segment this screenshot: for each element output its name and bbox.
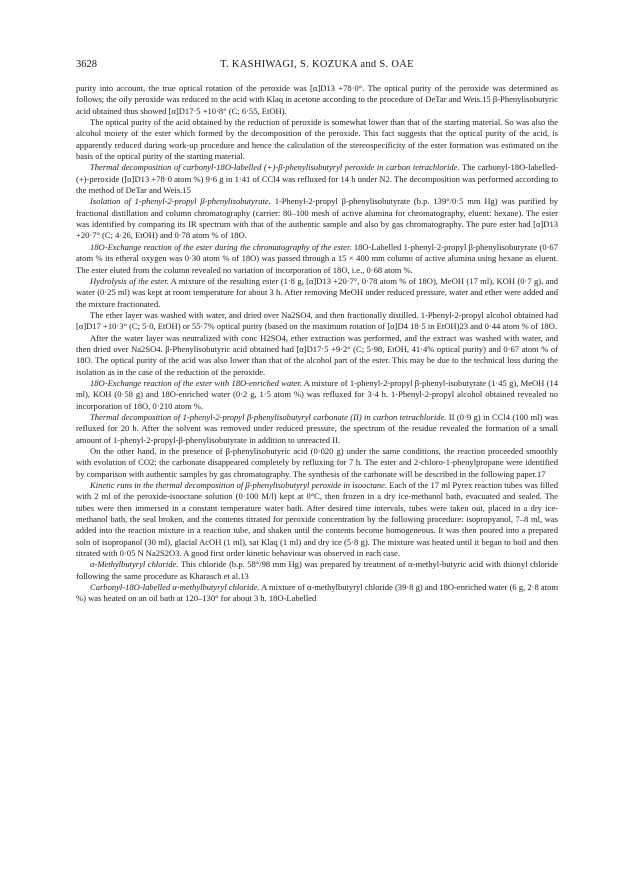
paragraph-text: The ether layer was washed with water, and dried over Na2SO4, and then fractionally distilled. 1-Phenyl-2-propyl alcohol obtained had [α]D17 +10·3° (C; 5·0, EtOH) or 55·7% optical purity (based on the maximum rotation of [α]D4 18·5 in EtOH)23 and 0·44 atom % of 18O.	[76, 309, 558, 332]
page-number: 3628	[76, 59, 97, 70]
running-title: T. KASHIWAGI, S. KOZUKA and S. OAE	[220, 59, 414, 70]
paragraph	[76, 310, 558, 333]
paragraph	[76, 242, 558, 276]
running-header	[76, 59, 558, 73]
paragraph	[76, 480, 558, 559]
paragraph	[76, 412, 558, 446]
paragraph-text: A mixture of 1-phenyl-2-propyl β-phenyl-isobutyrate (1·45 g), MeOH (14 ml), KOH (0·58 g) and 18O-enriched water (0·2 g, 1·5 atom %) was refluxed for 3·4 h. 1-Phenyl-2-propyl alcohol obtained revealed no incorporation of 18O, 0·210 atom %.	[76, 377, 559, 411]
paragraph-text: Each of the 17 ml Pyrex reaction tubes was filled with 2 ml of the peroxide-isooctane solution (0·100 M/l) kept at 0°C, then frozen in a dry ice-methanol bath, evacuated and sealed. The tubes were then immersed in a constant temperature water bath. After desired time intervals, tubes were taken out, placed in a dry ice-methanol bath, the seal broken, and the contents titrated for peroxide concentration by the following procedure: isopropyanol, 7–8 ml, was added into the reaction mixture in a reaction tube, and shaken until the contents become homogeneous. It was then poured into a prepared soln of isopropanol (30 ml), glacial AcOH (1 ml), sat Klaq (1 ml) and dry ice (5·8 g). The mixture was heated until it began to boil and then titrated with 0·05 N Na2S2O3. A good first order kinetic behaviour was observed in each case.	[76, 480, 559, 559]
paragraph-text: On the other hand, in the presence of β-phenylisobutyric acid (0·020 g) under the same conditions, the reaction proceeded smoothly with evolution of CO2; the carbonate disappeared completely by refluxing for 7 h. The ester and 2-chloro-1-phenylpropane were identified by comparison with authentic samples by gas chromatography. The synthesis of the carbonate will be described in the following paper.17	[76, 446, 558, 479]
paragraph-text: A mixture of α-methylbutyryl chloride (39·8 g) and 18O-enriched water (6 g, 2·8 atom %) was heated on an oil bath at 120–130° for about 3 h. 18O-Labelled	[76, 582, 559, 604]
paragraph-text: After the water layer was neutralized with conc H2SO4, ether extraction was performed, and the extract was washed with water, and then dried over Na2SO4. β-Phenylisobutyric acid obtained had [α]D17·5 +9·2° (C; 5·98, EtOH, 41·4% optical purity) and 0·67 atom % of 18O. The optical purity of the acid was also lower than that of the alcohol part of the ester. This may be due to the technical loss during the isolation as in the case of the reduction of the peroxide.	[76, 332, 558, 377]
paragraph-lead: Carbonyl-18O-labelled α-methylbutyryl chloride.	[90, 582, 260, 593]
paragraph-lead: 18O-Exchange reaction of the ester with 18O-enriched water.	[90, 377, 302, 388]
paragraph-text: II (0·9 g) in CCl4 (100 ml) was refluxed for 20 h. After the solvent was removed under reduced pressure, the spectrum of the residue revealed the formation of a small amount of 1-phenyl-2-propyl-β-phenylisobutyrate in addition to unreacted II.	[76, 411, 558, 445]
paragraph	[76, 196, 558, 241]
paragraph	[76, 559, 558, 582]
paragraph-text: This chloride (b.p. 58°/98 mm Hg) was prepared by treatment of α-methyl-butyric acid with thionyl chloride following the same procedure as Kharasch et al.13	[76, 559, 559, 581]
paragraph	[76, 83, 558, 117]
paragraph-text: The optical purity of the acid obtained by the reduction of peroxide is somewhat lower than that of the starting material. So was also the alcohol moiety of the ester which formed by the decomposition of the peroxide. This fact suggests that the optical purity of the acid, is apparently reduced during work-up procedure and hence the calculation of the stereospecificity of the ester formation was estimated on the basis of the optical purity of the starting material.	[76, 117, 558, 162]
paragraph	[76, 276, 558, 310]
paragraph	[76, 333, 558, 378]
paragraph	[76, 117, 558, 162]
article-body	[76, 83, 558, 605]
paragraph-text: 1-Phenyl-2-propyl β-phenylisobutyrate (b.p. 139°/0·5 mm Hg) was purified by fractional distillation and column chromatography (carrier: 80–100 mesh of active alumina for chromatography, eluent: hexane). The ester was identified by comparing its IR spectrum with that of the authentic sample and also by gas chromatography. The pure ester had [α]D13 +20·7° (C; 4·26, EtOH) and 0·78 atom % of 18O.	[76, 196, 559, 241]
paragraph	[76, 378, 558, 412]
paragraph-lead: Kinetic runs in the thermal decomposition of β-phenylisobutyryl peroxide in isooctane.	[90, 480, 388, 491]
paragraph-text: A mixture of the resulting ester (1·8 g, [α]D13 +20·7°, 0·78 atom % of 18O), MeOH (17 ml), KOH (0·7 g), and water (0·25 ml) was kept at room temperature for about 3 h. After removing MeOH under reduced pressure, water and ether were added and the mixture fractionated.	[76, 275, 558, 309]
paragraph-lead: 18O-Exchange reaction of the ester during the chromatography of the ester.	[90, 241, 352, 252]
paragraph-text: The carbonyl-18O-labelled-(+)-peroxide ([α]D13 +78·0 atom %) 9·6 g in 1·41 of CCl4 was refluxed for 14 h under N2. The decomposition was performed according to the method of DeTar and Weis.15	[76, 162, 558, 196]
paragraph-lead: Thermal decomposition of 1-phenyl-2-propyl β-phenylisobutyryl carbonate (II) in carbon tetrachloride.	[90, 411, 447, 422]
paragraph-lead: Thermal decomposition of carbonyl-18O-labelled (+)-β-phenylisobutyryl peroxide in carbon tetrachloride.	[90, 162, 460, 173]
paragraph-text: 18O-Labelled 1-phenyl-2-propyl β-phenylisobutyrate (0·67 atom % its etheral oxygen was 0·30 atom % of 18O) was passed through a 15 × 400 mm column of active alumina using hexane as eluent. The ester eluted from the column revealed no variation of incorporation of 18O, i.e., 0·68 atom %.	[76, 241, 558, 275]
paragraph-lead: Hydrolysis of the ester.	[90, 275, 169, 286]
paragraph	[76, 162, 558, 196]
paragraph	[76, 582, 558, 605]
paragraph-lead: Isolation of 1-phenyl-2-propyl β-phenylisobutyrate.	[90, 196, 271, 207]
paragraph-text: purity into account, the true optical rotation of the peroxide was [α]D13 +78·0°. The optical purity of the peroxide was determined as follows; the oily peroxide was reduced to the acid with Klaq in acetone according to the procedure of DeTar and Weis.15 β-Phenylisobutyric acid obtained thus showed [α]D17·5 +10·8° (C; 6·55, EtOH).	[76, 83, 558, 116]
paragraph-lead: α-Methylbutyryl chloride.	[90, 559, 179, 570]
paragraph	[76, 446, 558, 480]
